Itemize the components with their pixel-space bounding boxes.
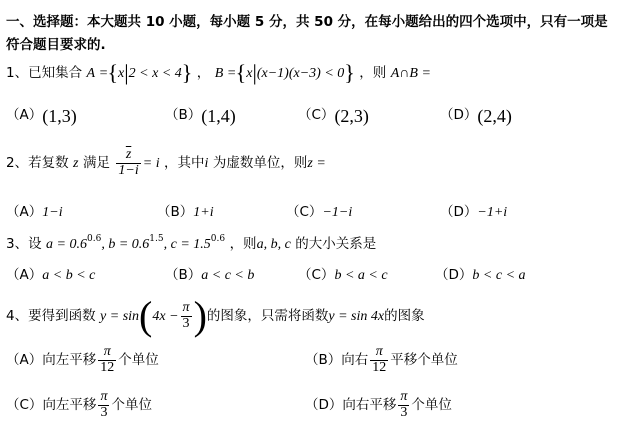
variables: a, b, c — [256, 237, 291, 252]
q4-option-a[interactable] — [6, 345, 159, 375]
option-text: 向左平移 — [42, 352, 97, 369]
q2-option-d[interactable] — [440, 200, 507, 221]
option-label: （B） — [165, 107, 202, 123]
q4-option-b[interactable] — [305, 345, 458, 375]
q2-option-a[interactable] — [6, 200, 63, 221]
option-value: −1+i — [477, 205, 508, 220]
option-text: 向右 — [341, 352, 369, 369]
fraction-numerator: π — [182, 299, 190, 315]
fraction-denominator: 12 — [100, 359, 115, 375]
fraction-denominator: 3 — [100, 404, 108, 420]
question-number: 3、 — [6, 236, 29, 252]
option-label: （D） — [440, 204, 478, 220]
function-expression: y = sin 4x — [328, 309, 385, 324]
option-value: b < c < a — [472, 268, 526, 283]
q1-option-a[interactable] — [6, 103, 77, 127]
option-value: (1,3) — [42, 106, 77, 126]
question-text: 要得到函数 — [28, 308, 96, 324]
option-label: （C） — [298, 267, 335, 283]
set-variable: x — [118, 66, 125, 81]
function-expression: y = sin — [100, 309, 140, 324]
question-expression: z = — [307, 156, 326, 172]
question-text: 的大小关系是 — [295, 236, 377, 252]
question-text: 的图象，只需将函数 — [206, 308, 329, 324]
option-text: 个单位 — [118, 352, 159, 369]
option-label: （A） — [6, 204, 43, 220]
option-label: （C） — [6, 397, 43, 414]
section-heading-line2: 符合题目要求的. — [6, 37, 106, 53]
question-expression: A∩B = — [390, 66, 431, 81]
question-text: 若复数 — [28, 155, 69, 172]
option-value: (2,4) — [477, 106, 512, 126]
fraction-numerator: π — [98, 345, 116, 361]
question-2 — [6, 148, 326, 178]
q3-option-b[interactable] — [165, 263, 254, 284]
question-3 — [6, 232, 376, 253]
option-text: 个单位 — [411, 397, 452, 414]
question-text: ，则 — [359, 65, 387, 81]
option-label: （D） — [435, 267, 473, 283]
expression-c: , c = 1.5 — [163, 237, 211, 252]
equation: = i — [142, 156, 160, 172]
fraction-numerator: $\overline{z}$ — [116, 148, 140, 164]
question-number: 2、 — [6, 155, 29, 172]
exponent: 1.5 — [149, 234, 164, 244]
option-value: a < c < b — [201, 268, 255, 283]
option-label: （A） — [6, 107, 43, 123]
option-label: （D） — [440, 107, 478, 123]
fraction — [98, 390, 109, 420]
fraction — [370, 345, 388, 375]
q1-option-b[interactable] — [165, 103, 236, 127]
question-text: 满足 — [82, 155, 110, 172]
variable-z: z — [73, 156, 79, 172]
option-text: 个单位 — [111, 397, 152, 414]
fraction — [398, 390, 409, 420]
section-heading-line1: 一、选择题：本大题共 10 小题，每小题 5 分，共 50 分，在每小题给出的四个选项中，只有一项是 — [6, 14, 608, 30]
option-label: （B） — [305, 352, 342, 369]
question-text: ，其中 — [164, 155, 205, 172]
q4-option-c[interactable] — [6, 390, 152, 420]
fraction-numerator: π — [400, 389, 408, 404]
fraction — [98, 345, 116, 375]
set-a-condition: 2 < x < 4 — [128, 66, 182, 81]
expression-b: , b = 0.6 — [101, 237, 150, 252]
option-value: (2,3) — [334, 106, 369, 126]
option-label: （A） — [6, 267, 43, 283]
question-text: 已知集合 — [28, 65, 83, 81]
q2-option-b[interactable] — [157, 200, 214, 221]
q4-option-d[interactable] — [305, 390, 452, 420]
option-text: 向右平移 — [342, 397, 397, 414]
exponent: 0.6 — [210, 234, 226, 244]
option-label: （A） — [6, 352, 43, 369]
fraction-denominator: 12 — [372, 359, 387, 375]
option-value: 1+i — [193, 205, 214, 220]
set-b-symbol: B — [214, 66, 224, 81]
option-label: （B） — [157, 204, 194, 220]
q3-option-d[interactable] — [435, 263, 526, 284]
option-text: 平移个单位 — [390, 352, 458, 369]
question-number: 1、 — [6, 65, 29, 81]
option-label: （C） — [286, 204, 323, 220]
q1-option-d[interactable] — [440, 103, 512, 127]
set-variable: x — [246, 66, 253, 81]
question-4: 4、要得到函数 y = sin(4x − $\frac{\pi}{3}$ )的图象，只需将函数y = sin 4x的图象 — [6, 293, 425, 338]
fraction — [116, 148, 140, 178]
option-label: （C） — [298, 107, 335, 123]
option-value: −1−i — [322, 205, 353, 220]
option-value: (1,4) — [201, 106, 236, 126]
q3-option-a[interactable] — [6, 263, 95, 284]
set-a-symbol: A — [86, 66, 96, 81]
exponent: 0.6 — [87, 234, 102, 244]
fraction-denominator: 3 — [182, 315, 190, 331]
fraction-numerator: π — [100, 389, 108, 404]
question-number: 4、 — [6, 308, 29, 324]
fraction-denominator: 3 — [400, 404, 408, 420]
option-label: （D） — [305, 397, 343, 414]
question-text: ，则 — [229, 236, 257, 252]
variable-i: i — [204, 156, 209, 172]
fraction-numerator: π — [370, 345, 388, 361]
question-text: 的图象 — [384, 308, 425, 324]
q1-option-c[interactable] — [298, 103, 369, 127]
fraction — [181, 301, 192, 331]
fraction-denominator: 1−i — [118, 162, 139, 178]
question-text: 设 — [28, 236, 42, 252]
option-label: （B） — [165, 267, 202, 283]
function-argument: 4x − — [152, 309, 179, 324]
option-value: 1−i — [42, 205, 63, 220]
option-text: 向左平移 — [42, 397, 97, 414]
question-text: 为虚数单位，则 — [212, 155, 308, 172]
option-value: a < b < c — [42, 268, 96, 283]
q2-option-c[interactable] — [286, 200, 352, 221]
q3-option-c[interactable] — [298, 263, 388, 284]
option-value: b < a < c — [334, 268, 388, 283]
expression-a: a = 0.6 — [46, 237, 87, 252]
set-b-condition: (x−1)(x−3) < 0 — [256, 66, 345, 81]
question-1: 1、已知集合 A ={x|2 < x < 4} ， B ={x|(x−1)(x−3) < 0} ，则 A∩B = — [6, 60, 431, 85]
separator: ， — [196, 65, 211, 81]
